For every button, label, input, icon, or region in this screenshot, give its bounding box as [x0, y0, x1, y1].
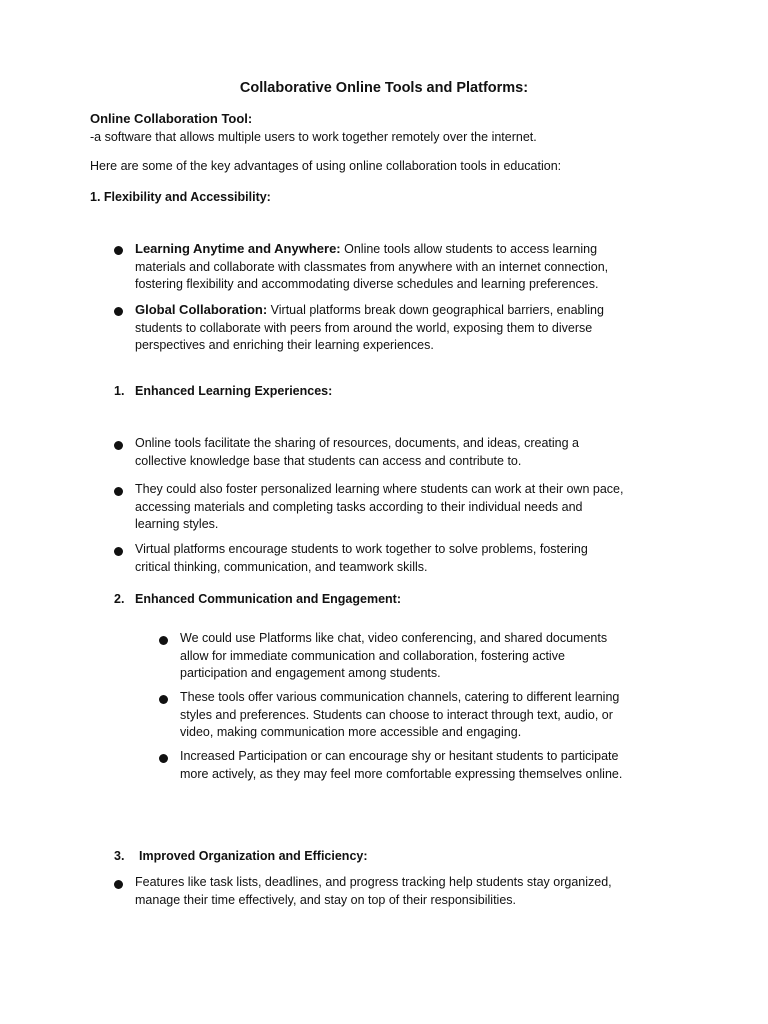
- list-item: [135, 435, 695, 470]
- list-item: [135, 874, 715, 909]
- bullet-text: Virtual platforms encourage students to work together to solve problems, fostering: [135, 542, 588, 556]
- list-item: [180, 630, 720, 683]
- section4-heading: Improved Organization and Efficiency:: [139, 849, 368, 863]
- section3-heading: Enhanced Communication and Engagement:: [135, 592, 401, 606]
- bullet-text: video, making communication more accessible and engaging.: [180, 725, 522, 739]
- bullet-text: participation and engagement among students.: [180, 666, 441, 680]
- bullet-text: These tools offer various communication channels, catering to different learning: [180, 690, 620, 704]
- bullet-text: learning styles.: [135, 517, 219, 531]
- bullet-text: materials and collaborate with classmates from anywhere with an internet connection,: [135, 259, 609, 274]
- bullet-icon: [114, 307, 123, 316]
- list-item: [135, 301, 695, 355]
- bullet-text: more actively, as they may feel more comfortable expressing themselves online.: [180, 766, 623, 781]
- list-item: [180, 689, 720, 742]
- list-item: [135, 481, 715, 534]
- document-title: Collaborative Online Tools and Platforms:: [239, 80, 529, 96]
- bullet-icon: [114, 547, 123, 556]
- section3-number: 2.: [114, 592, 125, 606]
- bullet-text: Online tools allow students to access learning: [340, 242, 598, 256]
- bullet-text: fostering flexibility and accommodating diverse schedules and learning preferences.: [135, 277, 599, 291]
- tool-definition: -a software that allows multiple users to work together remotely over the internet.: [90, 130, 537, 144]
- bullet-icon: [114, 880, 123, 889]
- bullet-text: Virtual platforms break down geographical barriers, enabling: [267, 303, 604, 317]
- intro-text: Here are some of the key advantages of using online collaboration tools in education:: [90, 159, 562, 173]
- bullet-text: styles and preferences. Students can choose to interact through text, audio, or: [180, 707, 613, 722]
- bullet-text: Features like task lists, deadlines, and progress tracking help students stay organized,: [135, 875, 612, 889]
- bullet-text: accessing materials and completing tasks according to their individual needs and: [135, 499, 583, 514]
- bullet-text: collective knowledge base that students can access and contribute to.: [135, 453, 522, 468]
- bullet-text: critical thinking, communication, and teamwork skills.: [135, 559, 428, 574]
- section4-number: 3.: [114, 849, 125, 863]
- bullet-text: Online tools facilitate the sharing of resources, documents, and ideas, creating a: [135, 436, 580, 450]
- list-item: [180, 748, 720, 783]
- bullet-icon: [114, 441, 123, 450]
- section2-heading: Enhanced Learning Experiences:: [135, 384, 333, 398]
- bullet-text: Increased Participation or can encourage shy or hesitant students to participate: [180, 749, 619, 763]
- bullet-text: We could use Platforms like chat, video conferencing, and shared documents: [180, 631, 608, 645]
- bullet-icon: [159, 636, 168, 645]
- bullet-icon: [114, 246, 123, 255]
- list-item: [135, 240, 695, 294]
- tool-heading: Online Collaboration Tool:: [90, 111, 253, 126]
- bullet-lead: Learning Anytime and Anywhere:: [135, 241, 341, 256]
- section2-number: 1.: [114, 384, 125, 398]
- bullet-icon: [159, 695, 168, 704]
- list-item: [135, 541, 695, 576]
- bullet-text: perspectives and enriching their learning experiences.: [135, 338, 434, 352]
- bullet-text: students to collaborate with peers from around the world, exposing them to diverse: [135, 320, 593, 335]
- bullet-text: manage their time effectively, and stay on top of their responsibilities.: [135, 892, 516, 907]
- bullet-icon: [159, 754, 168, 763]
- bullet-icon: [114, 487, 123, 496]
- bullet-text: They could also foster personalized learning where students can work at their own pace,: [135, 482, 624, 496]
- section1-heading: 1. Flexibility and Accessibility:: [90, 190, 271, 204]
- bullet-lead: Global Collaboration:: [135, 302, 268, 317]
- bullet-text: allow for immediate communication and collaboration, fostering active: [180, 648, 565, 663]
